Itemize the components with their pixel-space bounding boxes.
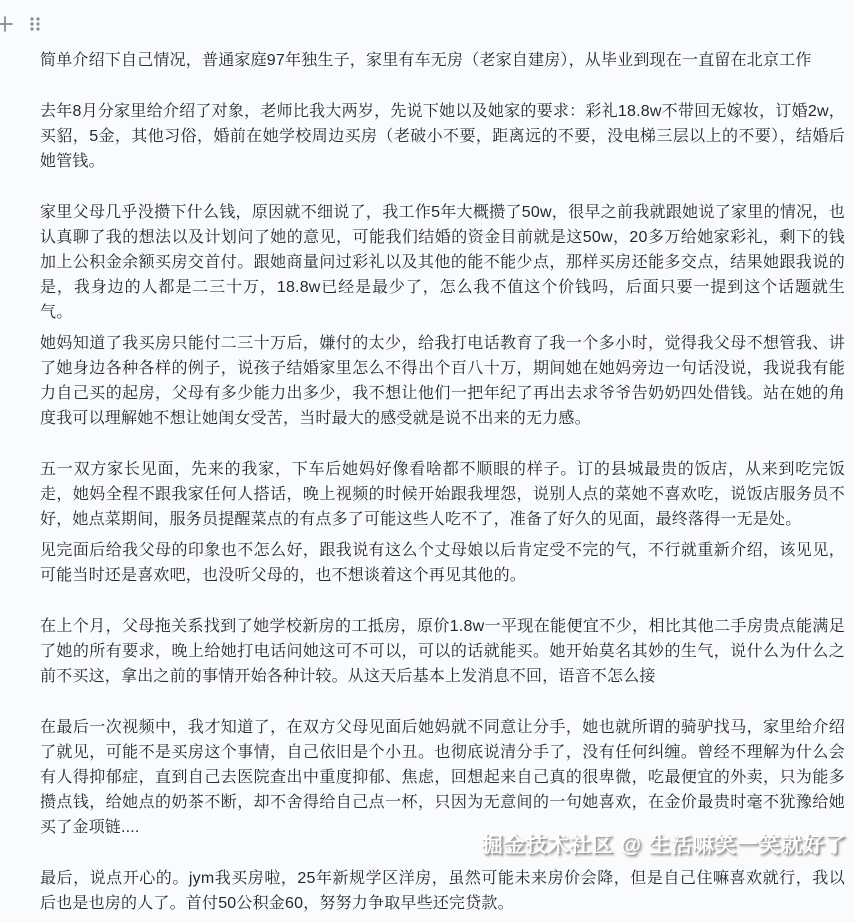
- drag-handle[interactable]: [26, 17, 44, 35]
- paragraph: 最后，说点开心的。jym我买房啦，25年新规学区洋房，虽然可能未来房价会降，但是自己住嘛喜欢就行，我以后也是也房的人了。首付50公积金60，努努力争取早些还完贷款。: [40, 870, 845, 912]
- paragraph: 在上个月，父母拖关系找到了她学校新房的工抵房，原价1.8w一平现在能便宜不少，相比其他二手房贵点能满足了她的所有要求，晚上给她打电话问她这可不可以，可以的话就能买。她开始莫名其妙的生气，说什么为什么之前不买这，拿出之前的事情开始各种计较。从这天后基本上发消息不回，语音不怎么接: [40, 618, 845, 685]
- block-controls: [0, 17, 44, 35]
- paragraph: 家里父母几乎没攒下什么钱，原因就不细说了，我工作5年大概攒了50w，很早之前我就跟她说了家里的情况，也认真聊了我的想法以及计划问了她的意见，可能我们结婚的资金目前就是这50w，20多万给她家彩礼，剩下的钱加上公积金余额买房交首付。跟她商量问过彩礼以及其他的能不能少点，那样买房还能多交点，结果她跟我说的是，我身边的人都是二三十万，18.8w已经是最少了，怎么我不值这个价钱吗，后面只要一提到这个话题就生气。: [40, 204, 845, 321]
- drag-handle-icon: [28, 15, 42, 38]
- add-block-button[interactable]: [0, 17, 14, 35]
- paragraph: 她妈知道了我买房只能付二三十万后，嫌付的太少，给我打电话教育了我一个多小时，觉得我父母不想管我、讲了她身边各种各样的例子，说孩子结婚家里怎么不得出个百八十万，期间她在她妈旁边一句话没说，我说我有能力自己买的起房，父母有多少能力出多少，我不想让他们一把年纪了再出去求爷爷告奶奶四处借钱。站在她的角度我可以理解她不想让她闺女受苦，当时最大的感受就是说不出来的无力感。: [40, 335, 845, 427]
- paragraph: 见完面后给我父母的印象也不怎么好，跟我说有这么个丈母娘以后肯定受不完的气，不行就重新介绍，该见见，可能当时还是喜欢吧，也没听父母的，也不想谈着这个再见其他的。: [40, 542, 845, 584]
- document-body: [40, 48, 845, 922]
- paragraph: 在最后一次视频中，我才知道了，在双方父母见面后她妈就不同意让分手，她也就所谓的骑驴找马，家里给介绍了就见，可能不是买房这个事情，自己依旧是个小丑。也彻底说清分手了，没有任何纠缠。曾经不理解为什么会有人得抑郁症，直到自己去医院查出中重度抑郁、焦虑，回想起来自己真的很卑微，吃最便宜的外卖，只为能多攒点钱，给她点的奶茶不断，却不舍得给自己点一杯，只因为无意间的一句她喜欢，在金价最贵时毫不犹豫给她买了金项链....: [40, 719, 845, 836]
- paragraph: 五一双方家长见面，先来的我家，下车后她妈好像看啥都不顺眼的样子。订的县城最贵的饭店，从来到吃完饭走，她妈全程不跟我家任何人搭话，晚上视频的时候开始跟我埋怨，说别人点的菜她不喜欢吃，说饭店服务员不好，她点菜期间，服务员提醒菜点的有点多了可能这些人吃不了，准备了好久的见面，最终落得一无是处。: [40, 461, 845, 528]
- paragraph: 简单介绍下自己情况，普通家庭97年独生子，家里有车无房（老家自建房），从毕业到现在一直留在北京工作: [40, 52, 812, 69]
- plus-icon: [0, 15, 14, 38]
- paragraph: 去年8月分家里给介绍了对象，老师比我大两岁，先说下她以及她家的要求：彩礼18.8w不带回无嫁妆，订婚2w，买貂，5金，其他习俗，婚前在她学校周边买房（老破小不要，距离远的不要，没电梯三层以上的不要），结婚后她管钱。: [40, 103, 845, 170]
- watermark: 掘金技术社区 @ 生活嘛笑一笑就好了: [481, 834, 847, 857]
